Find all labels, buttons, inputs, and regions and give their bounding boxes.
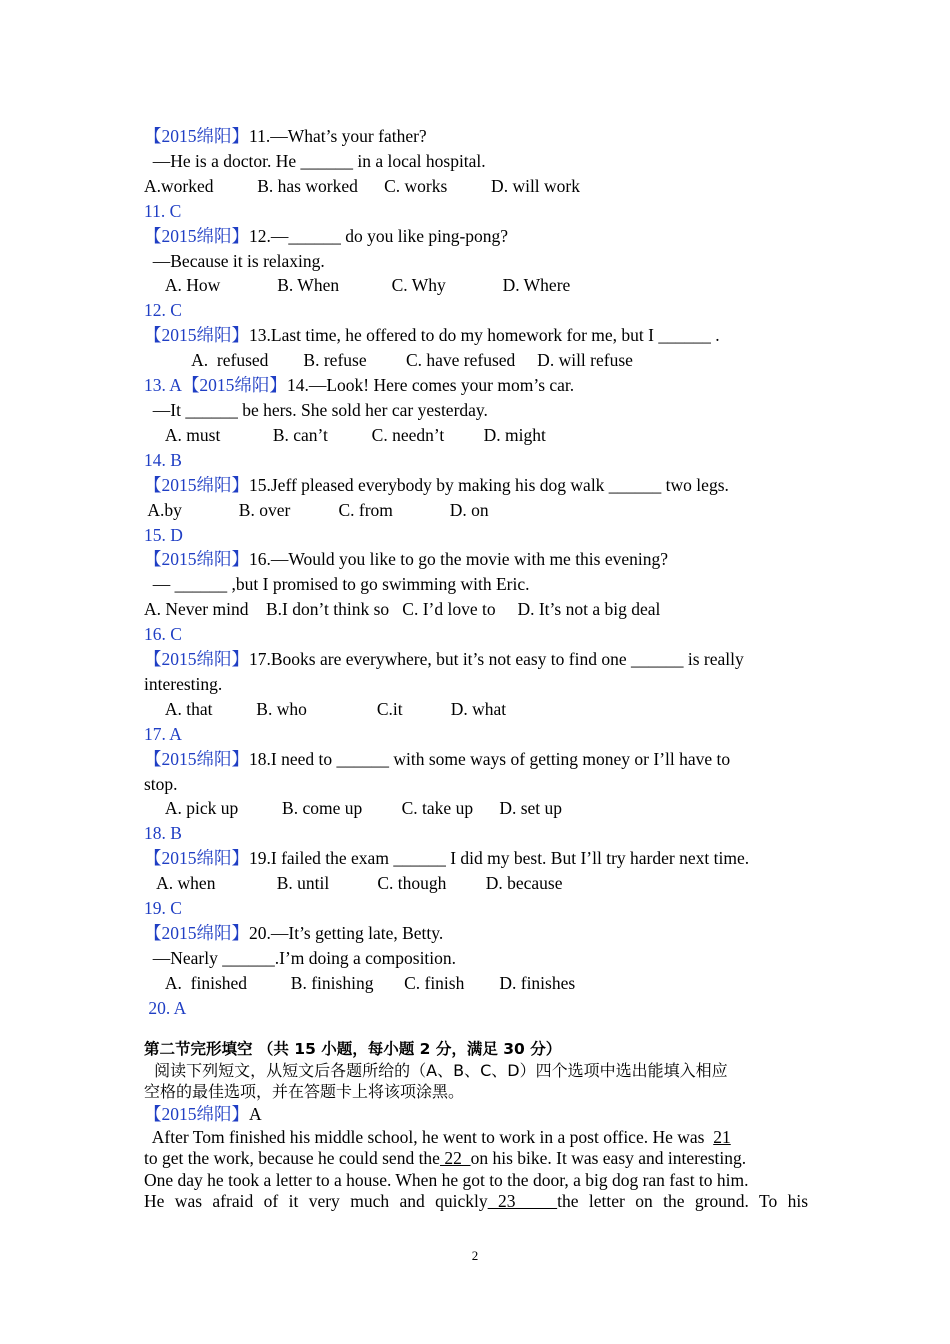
answer-key: 16. C: [144, 624, 182, 645]
answer-key: 13. A: [144, 375, 182, 396]
question-line: [144, 946, 808, 971]
blank-22: 22: [439, 1148, 471, 1169]
answer-key: 15. D: [144, 524, 183, 545]
passage-text: After Tom finished his middle school, he went to work in a post office. He was: [144, 1126, 714, 1147]
passage-line: One day he took a letter to a house. When he got to the door, a big dog ran fast to him.: [144, 1169, 749, 1190]
question-text: A.by B. over C. from D. on: [144, 499, 489, 520]
page-number: 2: [471, 1248, 479, 1263]
question-text: A. when B. until C. though D. because: [144, 873, 563, 894]
question-line: [144, 597, 808, 622]
question-text: 13.Last time, he offered to do my homework for me, but I ______ .: [249, 325, 720, 346]
question-stem: [144, 747, 808, 772]
question-line: [144, 423, 808, 448]
question-line: [144, 772, 808, 797]
passage-text: the letter on the ground. To his: [557, 1191, 809, 1212]
question-text: 15.Jeff pleased everybody by making his dog walk ______ two legs.: [249, 474, 729, 495]
source-tag: 【2015绵阳】: [144, 474, 249, 495]
source-tag: 【2015绵阳】: [181, 375, 287, 396]
question-line: [144, 174, 808, 199]
source-tag: 【2015绵阳】: [144, 923, 249, 943]
section-heading: 第二节完形填空 （共 15 小题，每小题 2 分，满足 30 分）: [144, 1040, 562, 1058]
question-text: — ______ ,but I promised to go swimming with Eric.: [144, 574, 530, 595]
question-line: [144, 672, 808, 697]
question-stem: [144, 373, 808, 398]
question-text: —Nearly ______.I’m doing a composition.: [144, 947, 457, 968]
question-text: A. must B. can’t C. needn’t D. might: [144, 424, 546, 445]
passage-text: to get the work, because he could send the: [144, 1148, 440, 1169]
question-line: [144, 796, 808, 821]
question-stem: [144, 547, 808, 572]
question-text: 20.—It’s getting late, Betty.: [249, 923, 444, 943]
question-text: 19.I failed the exam ______ I did my best. But I’ll try harder next time.: [249, 848, 750, 869]
question-text: 12.—______ do you like ping-pong?: [249, 225, 509, 246]
question-text: —Because it is relaxing.: [144, 250, 325, 271]
question-stem: [144, 124, 808, 149]
question-stem: [144, 647, 808, 672]
question-text: interesting.: [144, 673, 223, 694]
document-page: [144, 124, 808, 1021]
answer-key: 12. C: [144, 300, 182, 321]
passage-label: [144, 1102, 808, 1127]
answer-key: 17. A: [144, 723, 182, 744]
question-stem: [144, 846, 808, 871]
passage-letter: A: [249, 1104, 262, 1124]
source-tag: 【2015绵阳】: [144, 649, 249, 670]
answer-key: 11. C: [144, 200, 182, 221]
question-text: A. How B. When C. Why D. Where: [144, 275, 571, 296]
source-tag: 【2015绵阳】: [144, 848, 249, 869]
question-line: [144, 149, 808, 174]
question-line: [144, 348, 808, 373]
question-text: A. pick up B. come up C. take up D. set up: [144, 798, 563, 819]
source-tag: 【2015绵阳】: [144, 225, 249, 246]
answer-key: 20. A: [144, 997, 187, 1018]
question-text: 18.I need to ______ with some ways of getting money or I’ll have to: [249, 748, 731, 769]
question-text: 14.—Look! Here comes your mom’s car.: [286, 375, 575, 396]
answer-key: 19. C: [144, 898, 182, 919]
question-stem: [144, 473, 808, 498]
passage-line: [144, 1148, 808, 1170]
source-tag: 【2015绵阳】: [144, 126, 249, 146]
question-line: [144, 871, 808, 896]
cloze-section: [144, 1038, 808, 1213]
question-text: 11.—What’s your father?: [249, 126, 427, 146]
question-text: —It ______ be hers. She sold her car yesterday.: [144, 399, 488, 420]
question-text: A. finished B. finishing C. finish D. finishes: [144, 972, 576, 993]
source-tag: 【2015绵阳】: [144, 748, 249, 769]
source-tag: 【2015绵阳】: [144, 1104, 249, 1124]
question-text: stop.: [144, 773, 178, 794]
question-stem: [144, 224, 808, 249]
question-stem: [144, 921, 808, 946]
question-stem: [144, 323, 808, 348]
question-line: [144, 697, 808, 722]
question-text: —He is a doctor. He ______ in a local hospital.: [144, 150, 486, 171]
question-text: A. Never mind B.I don’t think so C. I’d love to D. It’s not a big deal: [144, 599, 661, 620]
blank-21: 21: [713, 1126, 731, 1147]
question-text: A. that B. who C.it D. what: [144, 698, 507, 719]
passage-text: on his bike. It was easy and interesting.: [470, 1148, 747, 1169]
source-tag: 【2015绵阳】: [144, 325, 249, 346]
passage-text: He was afraid of it very much and quickly: [144, 1191, 488, 1212]
question-line: [144, 498, 808, 523]
answer-key: 18. B: [144, 823, 182, 844]
section-instruction: 空格的最佳选项，并在答题卡上将该项涂黑。: [144, 1082, 465, 1101]
question-text: 17.Books are everywhere, but it’s not easy to find one ______ is really: [249, 649, 744, 670]
question-line: [144, 398, 808, 423]
passage-line: [144, 1127, 808, 1149]
blank-23: 23: [487, 1191, 558, 1212]
question-line: [144, 572, 808, 597]
question-text: 16.—Would you like to go the movie with me this evening?: [249, 549, 669, 570]
question-text: A. refused B. refuse C. have refused D. will refuse: [144, 350, 633, 371]
question-line: [144, 273, 808, 298]
answer-key: 14. B: [144, 449, 182, 470]
question-line: [144, 971, 808, 996]
source-tag: 【2015绵阳】: [144, 549, 249, 570]
question-text: A.worked B. has worked C. works D. will work: [144, 175, 581, 196]
passage-line: [144, 1191, 808, 1213]
question-line: [144, 249, 808, 274]
section-instruction: 阅读下列短文，从短文后各题所给的（A、B、C、D）四个选项中选出能填入相应: [144, 1061, 728, 1080]
